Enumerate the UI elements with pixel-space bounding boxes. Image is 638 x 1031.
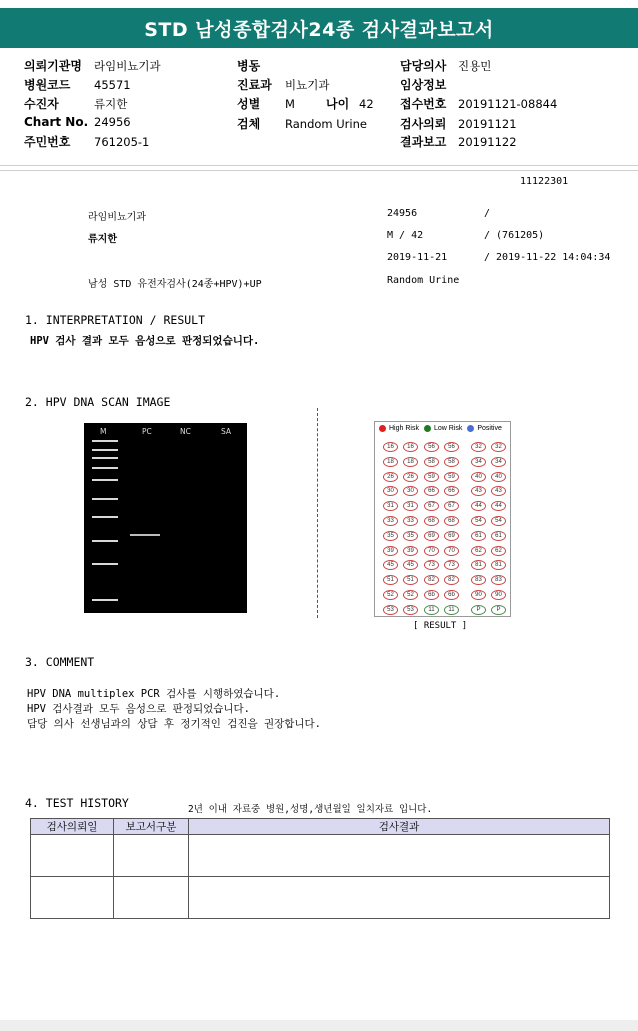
col-report-type: 보고서구분	[114, 819, 189, 835]
comment-line-3: 담당 의사 선생님과의 상담 후 정기적인 검진을 권장합니다.	[27, 718, 322, 730]
chip-cell: 82	[424, 575, 439, 585]
history-table	[30, 818, 610, 919]
chip-cell: 6b	[424, 590, 439, 600]
chip-cell: 54	[471, 516, 486, 526]
chip-cell: 61	[471, 531, 486, 541]
comment-line-1: HPV DNA multiplex PCR 검사를 시행하였습니다.	[27, 688, 281, 700]
chip-cell: 52	[403, 590, 418, 600]
info-date-request: 2019-11-21	[387, 252, 448, 263]
chip-cell: 11	[424, 605, 439, 615]
chip-cell: 11	[444, 605, 459, 615]
legend-dot-icon	[467, 425, 474, 432]
info-sex-age: M / 42	[387, 230, 424, 241]
hdr-left-value: 761205-1	[94, 135, 150, 149]
hdr-right-key: 검사의뢰	[400, 117, 447, 131]
hdr-left-value: 류지한	[94, 97, 128, 111]
hdr-mid-key: 진료과	[237, 78, 272, 92]
hdr-left-field-4	[24, 133, 149, 150]
chip-cell: 73	[444, 560, 459, 570]
hdr-mid-value: 비뇨기과	[285, 78, 330, 92]
history-note: 2년 이내 자료중 병원,성명,생년월일 일치자료 입니다.	[188, 804, 433, 815]
gel-marker-band	[92, 540, 118, 542]
info-clinic: 라임비뇨기과	[88, 212, 146, 223]
chip-cell: 26	[383, 472, 398, 482]
hdr-right-value: 20191121-08844	[458, 97, 558, 111]
hdr-right-field-1	[400, 76, 458, 93]
chip-cell: 90	[471, 590, 486, 600]
chip-cell: 56	[444, 442, 459, 452]
chip-cell: 53	[403, 605, 418, 615]
info-name: 류지한	[88, 234, 117, 245]
chip-cell: 56	[424, 442, 439, 452]
chip-cell: 16	[403, 442, 418, 452]
chip-cell: 39	[403, 546, 418, 556]
header-separator	[0, 165, 638, 171]
gel-marker-band	[92, 440, 118, 442]
chip-cell: 68	[424, 516, 439, 526]
info-chart: 24956	[387, 208, 418, 219]
hdr-right-key: 결과보고	[400, 135, 447, 149]
chip-cell: 18	[383, 457, 398, 467]
chip-cell: 39	[383, 546, 398, 556]
hdr-mid-field-3	[237, 115, 367, 132]
hdr-right-value: 진용민	[458, 59, 492, 73]
section1-title: 1. INTERPRETATION / RESULT	[25, 313, 206, 327]
result-caption: [ RESULT ]	[413, 621, 468, 631]
chip-cell: 32	[471, 442, 486, 452]
info-slash: /	[484, 208, 491, 219]
chip-cell: 66	[444, 486, 459, 496]
gel-pc-band	[130, 534, 160, 536]
hdr-mid-field-0	[237, 57, 285, 74]
legend-dot-icon	[379, 425, 386, 432]
chip-cell: 59	[444, 472, 459, 482]
chip-cell: 35	[383, 531, 398, 541]
chip-cell: 58	[444, 457, 459, 467]
hdr-right-value: 20191121	[458, 117, 517, 131]
gel-marker-band	[92, 457, 118, 459]
chip-cell: 51	[383, 575, 398, 585]
gel-marker-band	[92, 563, 118, 565]
report-title: STD 남성종합검사24종 검사결과보고서	[0, 8, 638, 48]
footer-bar	[0, 1020, 638, 1031]
hdr-mid-key: 검체	[237, 117, 261, 131]
chip-cell: 51	[403, 575, 418, 585]
chip-cell: 45	[403, 560, 418, 570]
chip-cell: 90	[491, 590, 506, 600]
legend-label: Positive	[477, 425, 502, 432]
chip-cell: 70	[424, 546, 439, 556]
hdr-left-field-2	[24, 95, 127, 112]
info-birth: / (761205)	[484, 230, 545, 241]
hdr-mid-value: Random Urine	[285, 117, 367, 131]
chip-cell: 83	[491, 575, 506, 585]
gel-image	[84, 423, 247, 613]
chip-cell: 44	[491, 501, 506, 511]
hdr-left-value: 45571	[94, 78, 131, 92]
chip-legend	[379, 425, 505, 432]
section1-text: HPV 검사 결과 모두 음성으로 판정되었습니다.	[30, 335, 260, 347]
table-row	[31, 877, 610, 919]
age-field	[326, 95, 374, 112]
hdr-mid-field-2	[237, 95, 295, 112]
hdr-right-field-2	[400, 95, 557, 112]
chip-cell: 61	[491, 531, 506, 541]
chip-cell: 62	[471, 546, 486, 556]
chip-cell: 43	[491, 486, 506, 496]
hdr-right-field-0	[400, 57, 491, 74]
chip-cell: 33	[403, 516, 418, 526]
chip-cell: 54	[491, 516, 506, 526]
hdr-mid-key: 성별	[237, 97, 261, 111]
gel-lane-label: SA	[221, 427, 232, 436]
chip-cell: 52	[383, 590, 398, 600]
hdr-left-value: 라임비뇨기과	[94, 59, 161, 73]
hpv-chip-image	[374, 421, 511, 617]
chip-cell: 40	[471, 472, 486, 482]
hdr-right-field-3	[400, 115, 517, 132]
col-request-date: 검사의뢰일	[31, 819, 114, 835]
chip-cell: 30	[403, 486, 418, 496]
chip-cell: 35	[403, 531, 418, 541]
chip-cell: 31	[383, 501, 398, 511]
hdr-mid-field-1	[237, 76, 329, 93]
chip-cell: 83	[471, 575, 486, 585]
hdr-left-field-1	[24, 76, 131, 93]
gel-lane-label: M	[100, 427, 107, 436]
chip-cell: 18	[403, 457, 418, 467]
hdr-left-key: Chart No.	[24, 115, 89, 129]
chip-cell: 34	[471, 457, 486, 467]
legend-label: High Risk	[389, 425, 419, 432]
hdr-right-key: 접수번호	[400, 97, 447, 111]
chip-cell: 34	[491, 457, 506, 467]
info-date-report: / 2019-11-22 14:04:34	[484, 252, 611, 263]
chip-cell: 67	[424, 501, 439, 511]
chip-cell: 82	[444, 575, 459, 585]
chip-cell: 33	[383, 516, 398, 526]
chip-cell: P	[491, 605, 506, 615]
chip-cell: 62	[491, 546, 506, 556]
chip-cell: 6b	[444, 590, 459, 600]
hdr-left-key: 병원코드	[24, 78, 71, 92]
chip-cell: 44	[471, 501, 486, 511]
hdr-left-key: 수진자	[24, 97, 59, 111]
report-number: 11122301	[520, 176, 569, 187]
chip-cell: 68	[444, 516, 459, 526]
chip-cell: 66	[424, 486, 439, 496]
chip-cell: 69	[444, 531, 459, 541]
comment-line-2: HPV 검사결과 모두 음성으로 판정되었습니다.	[27, 703, 251, 715]
hdr-mid-key: 병동	[237, 59, 261, 73]
chip-cell: 70	[444, 546, 459, 556]
chip-cell: 32	[491, 442, 506, 452]
table-row	[31, 835, 610, 877]
gel-marker-band	[92, 516, 118, 518]
gel-marker-band	[92, 599, 118, 601]
chip-cell: 58	[424, 457, 439, 467]
chip-cell: 31	[403, 501, 418, 511]
legend-label: Low Risk	[433, 425, 463, 432]
section4-title: 4. TEST HISTORY	[25, 796, 129, 810]
chip-cell: 16	[383, 442, 398, 452]
hdr-left-field-3	[24, 115, 131, 129]
gel-lane-label: PC	[142, 427, 152, 436]
chip-cell: 73	[424, 560, 439, 570]
col-result: 검사결과	[189, 819, 610, 835]
hdr-right-key: 임상정보	[400, 78, 447, 92]
age-value: 42	[359, 97, 374, 111]
gel-marker-band	[92, 467, 118, 469]
info-test-name: 남성 STD 유전자검사(24종+HPV)+UP	[88, 279, 262, 290]
hdr-left-value: 24956	[94, 115, 131, 129]
section3-title: 3. COMMENT	[25, 655, 95, 669]
chip-cell: 30	[383, 486, 398, 496]
info-specimen: Random Urine	[387, 275, 460, 286]
gel-marker-band	[92, 449, 118, 451]
chip-cell: 67	[444, 501, 459, 511]
chip-cell: 53	[383, 605, 398, 615]
hdr-left-field-0	[24, 57, 161, 74]
chip-cell: 81	[471, 560, 486, 570]
age-key: 나이	[326, 97, 350, 111]
legend-dot-icon	[424, 425, 431, 432]
chip-cell: 43	[471, 486, 486, 496]
gel-marker-band	[92, 498, 118, 500]
hdr-left-key: 주민번호	[24, 135, 71, 149]
chip-cell: P	[471, 605, 486, 615]
hdr-mid-value: M	[285, 97, 295, 111]
section2-title: 2. HPV DNA SCAN IMAGE	[25, 395, 171, 409]
chip-cell: 26	[403, 472, 418, 482]
chip-cell: 81	[491, 560, 506, 570]
hdr-left-key: 의뢰기관명	[24, 59, 82, 73]
hdr-right-field-4	[400, 133, 517, 150]
chip-cell: 69	[424, 531, 439, 541]
gel-marker-band	[92, 479, 118, 481]
chip-cell: 59	[424, 472, 439, 482]
chip-cell: 45	[383, 560, 398, 570]
hdr-right-value: 20191122	[458, 135, 517, 149]
divider-dashed	[317, 408, 318, 618]
gel-lane-label: NC	[180, 427, 191, 436]
hdr-right-key: 담당의사	[400, 59, 447, 73]
chip-cell: 40	[491, 472, 506, 482]
